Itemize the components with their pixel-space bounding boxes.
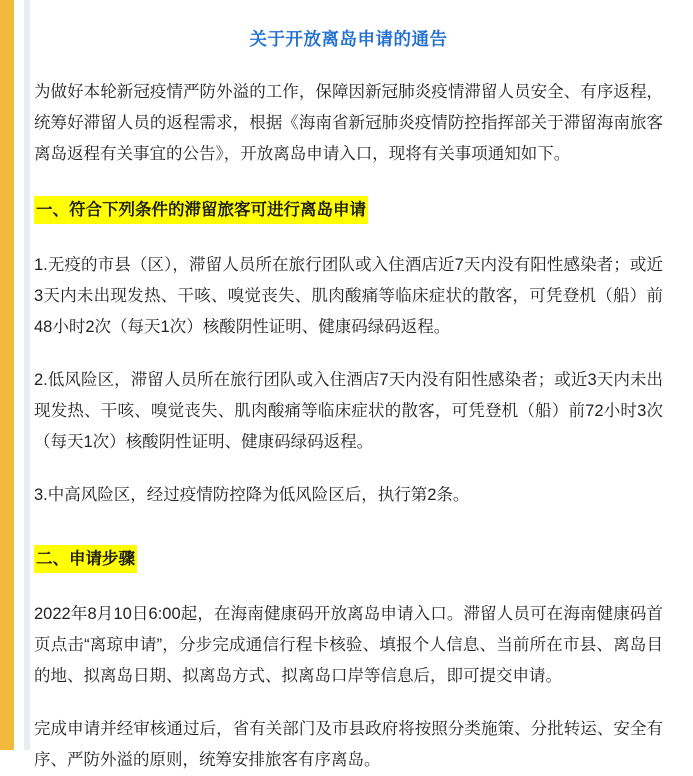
section-two-item-1: 2022年8月10日6:00起，在海南健康码开放离岛申请入口。滞留人员可在海南健康码首页点击“离琼申请”，分步完成通信行程卡核验、填报个人信息、当前所在市县、离岛目的地、拟离岛日期、拟离岛方式、拟离岛口岸等信息后，即可提交申请。 [34, 605, 663, 685]
page-title: 关于开放离岛申请的通告 [249, 29, 448, 49]
document-content [34, 0, 679, 776]
section-one-heading: 一、符合下列条件的滞留旅客可进行离岛申请 [34, 196, 368, 224]
section-one [34, 196, 663, 511]
section-two [34, 545, 663, 776]
section-one-item-3: 3.中高风险区，经过疫情防控降为低风险区后，执行第2条。 [34, 486, 470, 504]
section-one-item-1: 1.无疫的市县（区），滞留人员所在旅行团队或入住酒店近7天内没有阳性感染者；或近3天内未出现发热、干咳、嗅觉丧失、肌肉酸痛等临床症状的散客，可凭登机（船）前48小时2次（每天1次）核酸阴性证明、健康码绿码返程。 [34, 256, 663, 336]
decorative-inner-rail [24, 0, 30, 750]
section-two-item-2: 完成申请并经审核通过后，省有关部门及市县政府将按照分类施策、分批转运、安全有序、严防外溢的原则，统筹安排旅客有序离岛。 [34, 720, 663, 769]
intro-paragraph: 为做好本轮新冠疫情严防外溢的工作，保障因新冠肺炎疫情滞留人员安全、有序返程，统筹好滞留人员的返程需求，根据《海南省新冠肺炎疫情防控指挥部关于滞留海南旅客离岛返程有关事宜的公告》，开放离岛申请入口，现将有关事项通知如下。 [34, 83, 663, 163]
section-one-item-2: 2.低风险区，滞留人员所在旅行团队或入住酒店7天内没有阳性感染者；或近3天内未出现发热、干咳、嗅觉丧失、肌肉酸痛等临床症状的散客，可凭登机（船）前72小时3次（每天1次）核酸阴性证明、健康码绿码返程。 [34, 371, 663, 451]
section-two-heading: 二、申请步骤 [34, 545, 137, 573]
decorative-left-rail [0, 0, 14, 750]
